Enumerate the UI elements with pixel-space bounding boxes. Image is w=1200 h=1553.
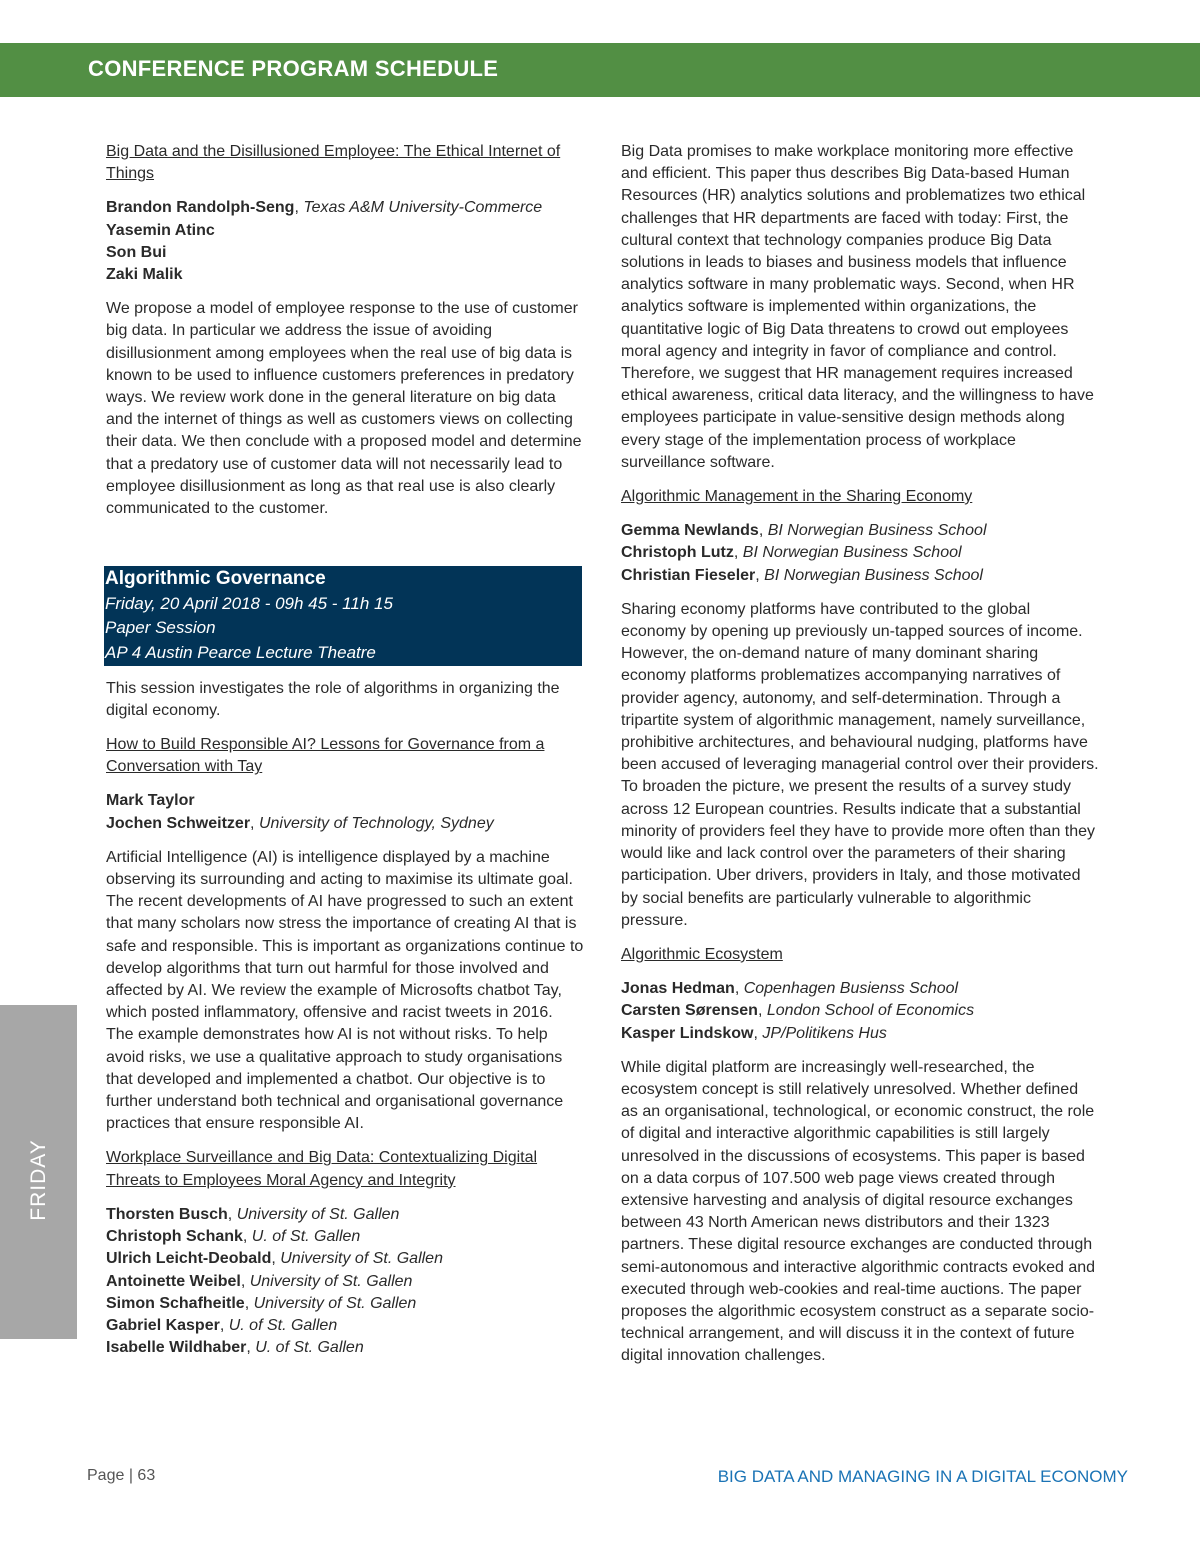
- author-affiliation: JP/Politikens Hus: [762, 1024, 887, 1042]
- author: Kasper Lindskow, JP/Politikens Hus: [621, 1024, 887, 1042]
- paper-title: Big Data and the Disillusioned Employee: The Ethical Internet of Things: [106, 143, 561, 183]
- author-name: Son Bui: [106, 243, 167, 261]
- author-name: Brandon Randolph-Seng: [106, 199, 295, 217]
- author-affiliation: London School of Economics: [766, 1002, 975, 1020]
- author-affiliation: University of Technology, Sydney: [258, 814, 494, 832]
- paper-title: How to Build Responsible AI? Lessons for Governance from a Conversation with Tay: [106, 736, 545, 776]
- session-title: Algorithmic Governance: [105, 568, 326, 590]
- header-title: CONFERENCE PROGRAM SCHEDULE: [88, 56, 499, 81]
- paper-abstract: Artificial Intelligence (AI) is intelligence displayed by a machine observing its surrounding and acting to maximise its ultimate goal. The recent developments of AI have progressed to such an extent that many scholars now stress the importance of creating AI that is safe and responsible. This is important as organizations continue to develop algorithms that turn out harmful for those involved and affected by AI. We review the example of Microsofts chatbot Tay, which posted inflammatory, offensive and racist tweets in 2016. The example demonstrates how AI is not without risks. To help avoid risks, we use a qualitative approach to study organisations that developed and implemented a chatbot. Our objective is to further understand both technical and organisational governance practices that ensure responsible AI.: [106, 848, 584, 1133]
- author: [106, 242, 584, 264]
- author-affiliation: BI Norwegian Business School: [764, 566, 983, 584]
- author: Ulrich Leicht-Deobald, University of St. Gallen: [106, 1250, 443, 1268]
- author-affiliation: University of St. Gallen: [253, 1294, 417, 1312]
- author-affiliation: University of St. Gallen: [280, 1250, 443, 1268]
- author-affiliation: U. of St. Gallen: [255, 1339, 364, 1357]
- author-name: Carsten Sørensen: [621, 1002, 758, 1020]
- author: Carsten Sørensen, London School of Economics: [621, 1002, 975, 1020]
- paper-title: Algorithmic Ecosystem: [621, 945, 783, 963]
- session-type: Paper Session: [105, 618, 216, 638]
- day-side-tab-label: FRIDAY: [26, 1139, 50, 1221]
- author-affiliation: Copenhagen Busienss School: [743, 980, 959, 998]
- author-name: Gabriel Kasper: [106, 1316, 220, 1334]
- author-name: Jochen Schweitzer: [106, 814, 251, 832]
- author: Gemma Newlands, BI Norwegian Business School: [621, 522, 987, 540]
- author-name: Ulrich Leicht-Deobald: [106, 1250, 272, 1268]
- session-description: This session investigates the role of algorithms in organizing the digital economy.: [106, 679, 560, 719]
- day-side-tab: [0, 1005, 77, 1339]
- page-number: Page | 63: [87, 1467, 156, 1484]
- author-affiliation: University of St. Gallen: [236, 1205, 400, 1223]
- author: Jonas Hedman, Copenhagen Busienss School: [621, 980, 959, 998]
- author: [106, 790, 584, 812]
- author-name: Kasper Lindskow: [621, 1024, 754, 1042]
- author-name: Christian Fieseler: [621, 566, 756, 584]
- author: Thorsten Busch, University of St. Gallen: [106, 1205, 400, 1223]
- author-affiliation: Texas A&M University-Commerce: [303, 199, 543, 217]
- author: Jochen Schweitzer, University of Technology, Sydney: [106, 814, 494, 832]
- right-column: [621, 141, 1099, 1380]
- author-name: Simon Schafheitle: [106, 1294, 245, 1312]
- session-location: AP 4 Austin Pearce Lecture Theatre: [105, 643, 376, 663]
- author-name: Yasemin Atinc: [106, 221, 215, 239]
- author-affiliation: U. of St. Gallen: [251, 1228, 361, 1246]
- paper-abstract: While digital platform are increasingly well-researched, the ecosystem concept is still relatively unresolved. Whether defined as an organisational, technological, or economic construct, the role of digital and interactive algorithmic capabilities is still largely unresolved in the discussions of ecosystems. This paper is based on a data corpus of 107.500 web page views created through extensive harvesting and analysis of digital resource exchanges between 43 North American news distributors and their 1323 partners. These digital resource exchanges are conducted through semi-autonomous and interactive algorithmic contracts evoked and executed through web-cookies and real-time auctions. The paper proposes the algorithmic ecosystem construct as a separate socio-technical arrangement, and will discuss it in the context of future digital innovation challenges.: [621, 1058, 1096, 1365]
- author-affiliation: University of St. Gallen: [249, 1272, 413, 1290]
- author: [106, 220, 584, 242]
- author-list: [621, 978, 1099, 1045]
- paper-title: Workplace Surveillance and Big Data: Contextualizing Digital Threats to Employees Moral Agency and Integrity: [106, 1149, 538, 1189]
- author-list: [621, 520, 1099, 587]
- footer-brand: BIG DATA AND MANAGING IN A DIGITAL ECONOMY: [717, 1467, 1128, 1486]
- session-header: [104, 566, 582, 665]
- author-name: Zaki Malik: [106, 266, 183, 284]
- author: [106, 264, 584, 286]
- author-affiliation: BI Norwegian Business School: [742, 544, 962, 562]
- author: Gabriel Kasper, U. of St. Gallen: [106, 1316, 338, 1334]
- author-name: Gemma Newlands: [621, 522, 759, 540]
- author-list: [106, 790, 584, 834]
- paper-abstract: Big Data promises to make workplace monitoring more effective and efficient. This paper thus describes Big Data-based Human Resources (HR) analytics solutions and problematizes two ethical challenges that HR departments are faced with today: First, the cultural context that technology companies produce Big Data solutions in leads to biases and business models that influence analytics software in many problematic ways. Second, when HR analytics software is implemented within organizations, the quantitative logic of Big Data threatens to crowd out employees moral agency and integrity in favor of compliance and control. Therefore, we suggest that HR management requires increased ethical awareness, critical data literacy, and the willingness to have employees participate in value-sensitive design methods along every stage of the implementation process of workplace surveillance software.: [621, 143, 1094, 471]
- author-list: [106, 1204, 584, 1359]
- paper-title: Algorithmic Management in the Sharing Economy: [621, 488, 973, 506]
- header-bar: [0, 43, 1200, 97]
- author: Christoph Lutz, BI Norwegian Business School: [621, 544, 962, 562]
- author: Simon Schafheitle, University of St. Gallen: [106, 1294, 417, 1312]
- author: Christoph Schank, U. of St. Gallen: [106, 1228, 361, 1246]
- session-time: Friday, 20 April 2018 - 09h 45 - 11h 15: [105, 593, 393, 613]
- author-affiliation: U. of St. Gallen: [228, 1316, 338, 1334]
- author-name: Isabelle Wildhaber: [106, 1339, 247, 1357]
- paper-abstract: Sharing economy platforms have contributed to the global economy by opening up previously un-tapped sources of income. However, the on-demand nature of many dominant sharing economy platforms problematizes accompanying narratives of provider agency, autonomy, and self-determination. Through a tripartite system of algorithmic management, namely surveillance, prohibitive architectures, and behavioural nudging, platforms have been accused of leveraging managerial control over their providers. To broaden the picture, we present the results of a survey study across 12 European countries. Results indicate that a substantial minority of providers feel they have to provide more often than they would like and lack control over the parameters of their sharing participation. Uber drivers, providers in Italy, and those motivated by social benefits are particularly vulnerable to algorithmic pressure.: [621, 600, 1099, 929]
- author-affiliation: BI Norwegian Business School: [767, 522, 987, 540]
- author-name: Antoinette Weibel: [106, 1272, 241, 1290]
- paper-abstract: We propose a model of employee response to the use of customer big data. In particular we address the issue of avoiding disillusionment among employees when the real use of big data is known to be used to influence customers preferences in predatory ways. We review work done in the general literature on big data and the internet of things as well as customers views on collecting their data. We then conclude with a proposed model and determine that a predatory use of customer data will not necessarily lead to employee disillusionment as long as that real use is also clearly communicated to the customer.: [106, 300, 582, 518]
- author: Antoinette Weibel, University of St. Gallen: [106, 1272, 413, 1290]
- author-list: [106, 197, 584, 286]
- left-column: [106, 141, 584, 1371]
- author: Brandon Randolph-Seng, Texas A&M University-Commerce: [106, 199, 543, 217]
- author-name: Christoph Schank: [106, 1228, 243, 1246]
- author-name: Jonas Hedman: [621, 980, 735, 998]
- author-name: Thorsten Busch: [106, 1205, 228, 1223]
- author: Isabelle Wildhaber, U. of St. Gallen: [106, 1339, 364, 1357]
- author: Christian Fieseler, BI Norwegian Business School: [621, 566, 983, 584]
- author-name: Mark Taylor: [106, 792, 195, 810]
- author-name: Christoph Lutz: [621, 544, 734, 562]
